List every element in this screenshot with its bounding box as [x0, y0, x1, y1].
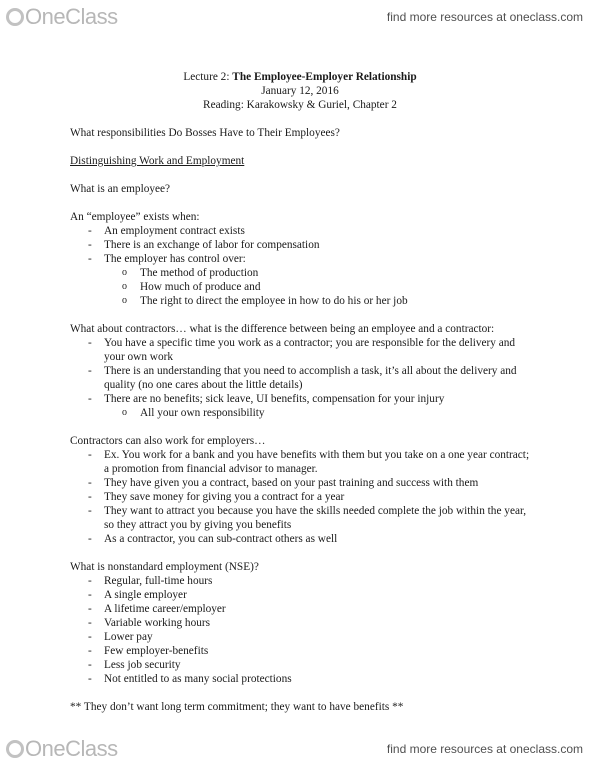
reading-reference: Reading: Karakowsky & Guriel, Chapter 2	[203, 99, 397, 111]
list-item: - Ex. You work for a bank and you have benefits with them but you take on a one year contract; a promotion from financial advisor to manager.	[70, 448, 530, 476]
lecture-notes	[70, 70, 530, 714]
list-item: - A lifetime career/employer	[70, 602, 530, 616]
employee-intro: An “employee” exists when:	[70, 211, 200, 223]
list-item: - As a contractor, you can sub-contract others as well	[70, 532, 530, 546]
list-item: - The employer has control over:	[70, 252, 530, 266]
list-item: - An employment contract exists	[70, 224, 530, 238]
top-resources-link[interactable]: find more resources at oneclass.com	[386, 10, 583, 24]
sub-list-item: o The right to direct the employee in how to do his or her job	[70, 294, 530, 308]
sub-list-item: o How much of produce and	[70, 280, 530, 294]
list-item: - There are no benefits; sick leave, UI benefits, compensation for your injury	[70, 392, 530, 406]
list-item: - Variable working hours	[70, 616, 530, 630]
logo-ring-icon	[6, 740, 24, 758]
contractors-intro: What about contractors… what is the difference between being an employee and a contractor:	[70, 323, 495, 335]
question-employee: What is an employee?	[70, 183, 171, 195]
list-item: - You have a specific time you work as a contractor; you are responsible for the delivery and your own work	[70, 336, 530, 364]
lecture-date: January 12, 2016	[261, 85, 339, 97]
list-item: - Few employer-benefits	[70, 644, 530, 658]
list-item: - Lower pay	[70, 630, 530, 644]
bottom-resources-link[interactable]: find more resources at oneclass.com	[386, 742, 583, 756]
closing-note: ** They don’t want long term commitment; they want to have benefits **	[70, 701, 404, 713]
employee-conditions-list	[70, 224, 530, 266]
employers-intro: Contractors can also work for employers…	[70, 435, 266, 447]
nse-intro: What is nonstandard employment (NSE)?	[70, 561, 259, 573]
question-responsibilities: What responsibilities Do Bosses Have to Their Employees?	[70, 127, 340, 139]
control-sublist	[70, 266, 530, 308]
lecture-title: The Employee-Employer Relationship	[232, 71, 417, 83]
section-heading: Distinguishing Work and Employment	[70, 155, 245, 167]
list-item: - They want to attract you because you have the skills needed complete the job within the year, so they attract you by giving you benefits	[70, 504, 530, 532]
responsibility-sublist	[70, 406, 530, 420]
sub-list-item: o The method of production	[70, 266, 530, 280]
nse-list	[70, 574, 530, 686]
oneclass-logo[interactable]: OneClass	[6, 4, 118, 30]
list-item: - There is an exchange of labor for compensation	[70, 238, 530, 252]
list-item: - Less job security	[70, 658, 530, 672]
employer-examples-list	[70, 448, 530, 546]
list-item: - There is an understanding that you need to accomplish a task, it’s all about the delivery and quality (no one cares about the little details)	[70, 364, 530, 392]
logo-ring-icon	[6, 8, 24, 26]
list-item: - They save money for giving you a contract for a year	[70, 490, 530, 504]
sub-list-item: o All your own responsibility	[70, 406, 530, 420]
list-item: - They have given you a contract, based on your past training and success with them	[70, 476, 530, 490]
lecture-prefix: Lecture 2:	[183, 71, 233, 83]
lecture-title-line	[70, 70, 530, 84]
list-item: - Regular, full-time hours	[70, 574, 530, 588]
document-header	[70, 70, 530, 112]
list-item: - A single employer	[70, 588, 530, 602]
oneclass-logo-footer[interactable]: OneClass	[6, 736, 118, 762]
list-item: - Not entitled to as many social protections	[70, 672, 530, 686]
contractor-differences-list	[70, 336, 530, 406]
